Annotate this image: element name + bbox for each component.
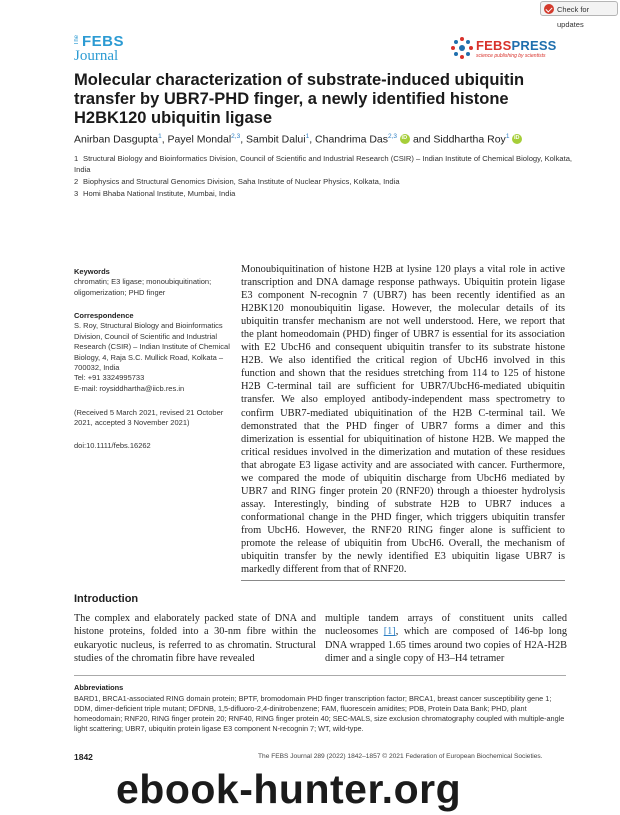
affiliation-1 — [74, 154, 574, 175]
author-affil-sup: 2,3 — [231, 133, 241, 140]
keywords-text: chromatin; E3 ligase; monoubiquitination; oligomerization; PHD finger — [74, 277, 212, 297]
correspondence-email[interactable]: E-mail: roysiddhartha@iicb.res.in — [74, 383, 185, 393]
logo-febs: FEBS — [82, 33, 125, 50]
author-affil-sup: 2,3 — [388, 133, 398, 140]
author-affil-sup: 1 — [305, 133, 310, 140]
introduction-heading: Introduction — [74, 593, 139, 605]
correspondence-text: S. Roy, Structural Biology and Bioinformatics Division, Council of Scientific and Industrial Research (CSIR) – Indian Institute of Chemical Biology, 4, Raja S.C. Mullick Road, Kolkata – 700032, India — [74, 321, 230, 373]
author-name: Chandrima Das — [315, 133, 388, 146]
affiliation-number: 2 — [74, 177, 79, 186]
press-febs: FEBS — [476, 38, 512, 53]
author-list: Anirban Dasgupta$^1$, Payel Mondal$^{2,3}$, Sambit Dalui$^1$, Chandrima Das$^{2,3}$iD and Siddhartha Roy$^1$iD — [74, 133, 594, 146]
reference-link[interactable]: [1] — [383, 626, 396, 638]
affiliation-3 — [74, 189, 574, 200]
intro-right-column — [325, 612, 567, 665]
intro-right-text: multiple tandem arrays of constituent units called nucleosomes — [325, 613, 567, 638]
footer-citation: The FEBS Journal 289 (2022) 1842–1857 © 2021 Federation of European Biochemical Societies. — [258, 753, 543, 760]
press-tagline: science publishing by scientists — [476, 53, 546, 59]
logo-the: The — [74, 35, 80, 46]
febs-press-dots-icon — [450, 36, 474, 60]
affiliation-text: Structural Biology and Bioinformatics Division, Council of Scientific and Industrial Research (CSIR) – Indian Institute of Chemical Biology, Kolkata, India — [74, 154, 573, 174]
press-word: PRESS — [511, 38, 557, 53]
check-for-updates-button[interactable] — [540, 1, 618, 29]
watermark: ebook-hunter.org — [116, 766, 462, 812]
correspondence-block — [74, 311, 234, 394]
affiliation-number: 1 — [74, 154, 79, 163]
author-name: Payel Mondal — [167, 133, 232, 146]
abstract-divider — [241, 580, 565, 581]
correspondence-tel: Tel: +91 3324995733 — [74, 373, 145, 383]
orcid-icon[interactable] — [400, 134, 410, 144]
orcid-icon[interactable] — [512, 134, 522, 144]
press-wordmark — [476, 38, 557, 53]
author-name: Anirban Dasgupta — [74, 133, 159, 146]
keywords-block — [74, 267, 234, 298]
author-affil-sup: 1 — [505, 133, 510, 140]
abbreviations-divider — [74, 675, 566, 676]
correspondence-heading: Correspondence — [74, 311, 134, 320]
logo-journal: Journal — [74, 48, 119, 64]
intro-left-column: The complex and elaborately packed state of DNA and histone proteins, folded into a 30-nm fibre within the eukaryotic nucleus, is referred to as chromatin. Structural studies of the chromatin fibre have revealed — [74, 613, 316, 664]
affiliation-text: Biophysics and Structural Genomics Division, Saha Institute of Nuclear Physics, Kolkata, India — [83, 177, 400, 186]
article-title: Molecular characterization of substrate-induced ubiquitin transfer by UBR7-PHD finger, a newly identified histone H2BK120 ubiquitin ligase — [74, 71, 525, 127]
author-name: Sambit Dalui — [246, 133, 306, 146]
keywords-heading: Keywords — [74, 267, 110, 276]
intro-right-text-cont: , which are composed of 146-bp long DNA wrapped 1.65 times around two copies of H2A-H2B dimer and a single copy of H3–H4 tetramer — [325, 626, 567, 664]
page-number: 1842 — [74, 752, 93, 762]
author-name: Siddhartha Roy — [433, 133, 506, 146]
abstract-text: Monoubiquitination of histone H2B at lysine 120 plays a vital role in active transcription and DNA damage response pathways. Ubiquitin protein ligase E3 component N-recognin 7 (UBR7) has been recently identified as an H2BK120 monoubiquitin ligase. However, the molecular details of its ubiquitin transfer mechanism are not well understood. Here, we report that the plant homeodomain (PHD) finger of UBR7 is essential for its association with E2 UbcH6 and consequent ubiquitin transfer to its substrate histone H2B. We also identified the critical region of UbcH6 involved in this function and shown that the residues stretching from 114 to 125 of histone H2B C-terminal tail are sufficient for UBR7/UbcH6-mediated ubiquitin transfer. We also employed antibody-independent mass spectrometry to confirm UBR7-mediated ubiquitination of the H2B C-terminal tail. We demonstrated that the PHD finger of UBR7 forms a dimer and this dimerization is essential for ubiquitination of histone H2B. We mapped the critical residues involved in the dimerization and mutation of these residues that abrogate E3 ligase activity and are associated with cancer. Furthermore, we compared the mode of ubiquitin discharge from UbcH6 mediated by UBR7 and RING finger protein 20 (RNF20) through a thioester hydrolysis assay. Interestingly, binding of substrate H2B to UBR7 induces a conformational change in the PHD finger, which triggers ubiquitin transfer from UbcH6. However, the RNF20 RING finger alone is sufficient to promote the release of ubiquitin from UbcH6. Overall, the mechanism of ubiquitin transfer by the newly identified E3 ubiquitin ligase UBR7 is markedly different from that of RNF20. — [241, 264, 565, 576]
authors-and: and — [412, 133, 431, 146]
check-updates-label: Check for updates — [557, 5, 590, 29]
doi-link[interactable]: doi:10.1111/febs.16262 — [74, 441, 151, 450]
abstract — [241, 263, 565, 576]
affiliation-2 — [74, 177, 574, 188]
affiliation-number: 3 — [74, 189, 79, 198]
check-updates-icon — [544, 4, 554, 14]
author-affil-sup: 1 — [158, 133, 162, 140]
received-dates: (Received 5 March 2021, revised 21 October 2021, accepted 3 November 2021) — [74, 408, 224, 428]
abbreviations-heading: Abbreviations — [74, 683, 124, 692]
affiliation-text: Homi Bhaba National Institute, Mumbai, India — [83, 189, 236, 198]
abbreviations-text: BARD1, BRCA1-associated RING domain protein; BPTF, bromodomain PHD finger transcription factor; BRCA1, breast cancer susceptibility gene 1; DDM, dimer-deficient triple mutant; DFDNB, 1,5-difluoro-2,4-dinitrobenzene; FAM, fluorescein amidites; PDB, Protein Data Bank; PHD, plant homeodomain; RNF20, RING finger protein 20; RNF40, RING finger protein 40; SEC-MALS, size exclusion chromatography coupled with multiple-angle light scattering; UBR7, ubiquitin protein ligase E3 component N-recognin 7; WT, wild-type. — [74, 694, 565, 733]
